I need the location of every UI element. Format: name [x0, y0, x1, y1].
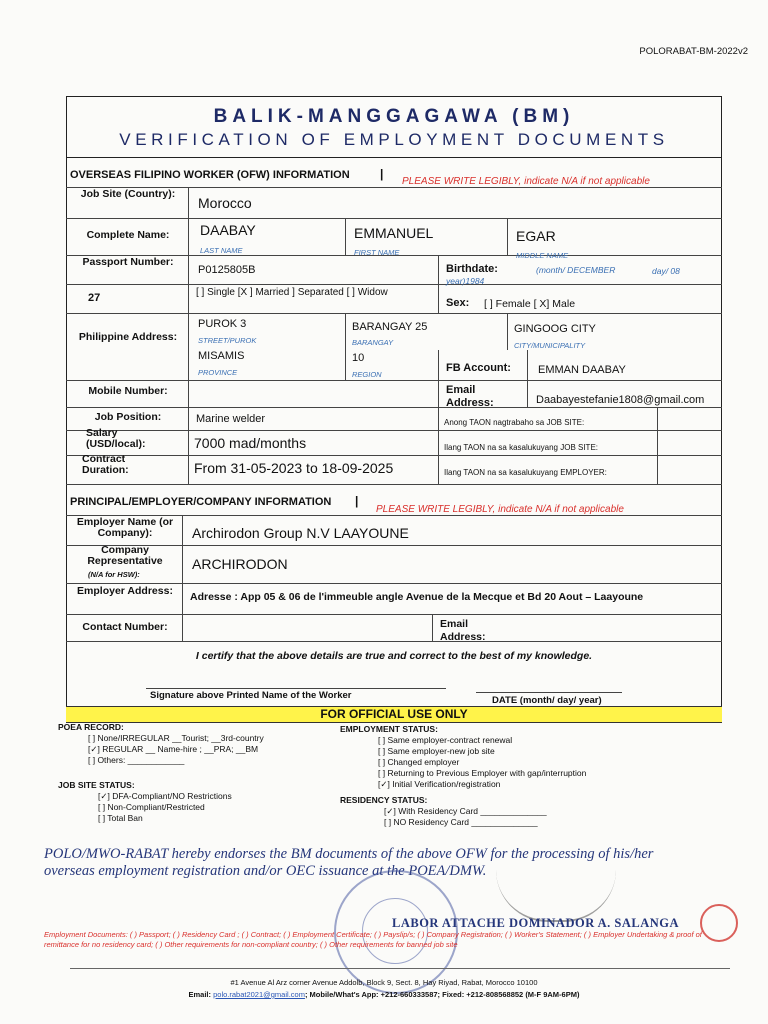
poea-record-title: POEA RECORD:	[58, 722, 124, 732]
region-caption: REGION	[352, 370, 382, 379]
ofw-section-heading: OVERSEAS FILIPINO WORKER (OFW) INFORMATION	[70, 169, 350, 181]
requirements-list: Employment Documents: ( ) Passport; ( ) Residency Card ; ( ) Contract; ( ) Employment Certificate; ( ) Payslip/s; ( ) Company Registration; ( ) Worker's Statement; ( ) Employer Undertaking & proof of remittance for no residency card; ( ) Other requirements for non-compliant country; ( ) Other requirements for banned job site	[44, 930, 702, 949]
job-site-value[interactable]: Morocco	[198, 195, 252, 211]
employment-status-line-4[interactable]: [ ] Returning to Previous Employer with gap/interruption	[378, 768, 587, 778]
employer-section-heading: PRINCIPAL/EMPLOYER/COMPANY INFORMATION	[70, 496, 332, 508]
province-value[interactable]: MISAMIS	[198, 350, 245, 362]
residency-status	[340, 795, 670, 828]
last-name-value[interactable]: DAABAY	[200, 222, 256, 238]
certify-text: I certify that the above details are true and correct to the best of my knowledge.	[195, 650, 593, 662]
passport-value[interactable]: P0125805B	[198, 264, 256, 276]
divider	[66, 157, 722, 158]
street-caption: STREET/PUROK	[198, 336, 257, 345]
region-value[interactable]: 10	[352, 352, 365, 364]
job-site-status-line-2[interactable]: [ ] Non-Compliant/Restricted	[98, 802, 205, 812]
street-value[interactable]: PUROK 3	[198, 318, 247, 330]
separator: |	[355, 494, 359, 508]
age-value[interactable]: 27	[88, 292, 101, 304]
job-site-status-line-3[interactable]: [ ] Total Ban	[98, 813, 143, 823]
employer-address-label: Employer Address:	[77, 585, 173, 597]
city-caption: CITY/MUNICIPALITY	[514, 341, 586, 350]
footer-email-link[interactable]: polo.rabat2021@gmail.com	[213, 990, 305, 999]
ofw-note: PLEASE WRITE LEGIBLY, indicate N/A if not applicable	[402, 176, 650, 187]
sex-label: Sex:	[446, 297, 470, 309]
poea-line-3[interactable]: [ ] Others: ____________	[88, 755, 185, 765]
fb-label: FB Account:	[446, 362, 511, 374]
birthdate-label: Birthdate:	[446, 263, 498, 275]
barangay-caption: BARANGAY	[352, 338, 394, 347]
rep-sublabel: (N/A for HSW):	[88, 570, 140, 579]
middle-name-caption: MIDDLE NAME	[516, 251, 569, 260]
form-subtitle: VERIFICATION OF EMPLOYMENT DOCUMENTS	[119, 130, 669, 149]
last-name-caption: LAST NAME	[200, 246, 243, 255]
footer-phone: ; Mobile/What's App: +212-660333587; Fixed: +212-808568852 (M-F 9AM-6PM)	[304, 990, 580, 999]
residency-line-1[interactable]: [✓] With Residency Card ______________	[384, 806, 547, 816]
barangay-value[interactable]: BARANGAY 25	[352, 321, 428, 333]
form-title: BALIK-MANGGAGAWA (BM)	[213, 106, 575, 127]
employment-status	[340, 724, 670, 790]
employment-status-line-2[interactable]: [ ] Same employer-new job site	[378, 746, 495, 756]
address-label: Philippine Address:	[78, 331, 178, 343]
form-code: POLORABAT-BM-2022v2	[639, 46, 748, 57]
employer-name-value[interactable]: Archirodon Group N.V LAAYOUNE	[192, 525, 409, 541]
residency-line-2[interactable]: [ ] NO Residency Card ______________	[384, 817, 538, 827]
city-value[interactable]: GINGOOG CITY	[514, 323, 596, 335]
salary-value[interactable]: 7000 mad/months	[194, 435, 307, 451]
employer-email-label: Email Address:	[440, 618, 486, 643]
birthdate-month[interactable]: (month/ DECEMBER	[536, 265, 616, 275]
rep-value[interactable]: ARCHIRODON	[192, 556, 288, 572]
employment-status-line-1[interactable]: [ ] Same employer-contract renewal	[378, 735, 513, 745]
birthdate-year[interactable]: year)1984	[446, 276, 485, 286]
residency-status-title: RESIDENCY STATUS:	[340, 795, 428, 805]
employment-status-line-3[interactable]: [ ] Changed employer	[378, 757, 460, 767]
footer-address: #1 Avenue Al Arz corner Avenue Addolb, Block 9, Sect. 8, Hay Riyad, Rabat, Morocco 10100	[230, 978, 538, 987]
separator: |	[380, 167, 384, 181]
footer-email-label: Email:	[188, 990, 212, 999]
contract-label: Contract Duration:	[82, 453, 129, 477]
sex-value[interactable]: [ ] Female [ X] Male	[484, 298, 576, 310]
job-site-status	[58, 780, 328, 824]
footer-contact	[0, 990, 768, 999]
labor-attache-name: LABOR ATTACHE DOMINADOR A. SALANGA	[392, 916, 680, 930]
passport-label: Passport Number:	[82, 256, 174, 268]
employment-status-title: EMPLOYMENT STATUS:	[340, 724, 438, 734]
birthdate-day[interactable]: day/ 08	[652, 266, 680, 276]
signature-label: Signature above Printed Name of the Worker	[150, 690, 352, 701]
job-position-value[interactable]: Marine welder	[196, 413, 266, 425]
red-stamp-icon	[700, 904, 738, 942]
poea-record	[58, 722, 328, 766]
complete-name-label: Complete Name:	[86, 229, 170, 241]
fb-value[interactable]: EMMAN DAABAY	[538, 364, 626, 376]
job-site-status-line-1[interactable]: [✓] DFA-Compliant/NO Restrictions	[98, 791, 232, 801]
employer-name-label: Employer Name (or Company):	[76, 516, 174, 540]
years-employer-label: Ilang TAON na sa kasalukuyang EMPLOYER:	[444, 468, 607, 477]
email-value[interactable]: Daabayestefanie1808@gmail.com	[536, 394, 705, 406]
salary-label: Salary (USD/local):	[86, 427, 146, 451]
official-use-banner: FOR OFFICIAL USE ONLY	[66, 706, 722, 723]
job-site-label: Job Site (Country):	[80, 188, 176, 200]
rep-label: Company Representative	[87, 544, 163, 568]
civil-status[interactable]: [ ] Single [X ] Married ] Separated [ ] Widow	[196, 287, 388, 298]
signature-mark-icon	[496, 870, 616, 922]
province-caption: PROVINCE	[198, 368, 238, 377]
date-label: DATE (month/ day/ year)	[492, 695, 602, 706]
poea-line-1[interactable]: [ ] None/IRREGULAR __Tourist; __3rd-country	[88, 733, 264, 743]
email-label: Email Address:	[446, 384, 494, 409]
mobile-label: Mobile Number:	[88, 385, 168, 397]
first-name-caption: FIRST NAME	[354, 248, 400, 257]
employment-status-line-5[interactable]: [✓] Initial Verification/registration	[378, 779, 501, 789]
years-current-label: Ilang TAON na sa kasalukuyang JOB SITE:	[444, 443, 598, 452]
job-site-status-title: JOB SITE STATUS:	[58, 780, 135, 790]
first-name-value[interactable]: EMMANUEL	[354, 225, 434, 241]
endorsement-text: POLO/MWO-RABAT hereby endorses the BM documents of the above OFW for the processing of his/her overseas employment registration and/or OEC issuance at the POEA/DMW.	[44, 846, 654, 879]
middle-name-value[interactable]: EGAR	[516, 228, 556, 244]
years-jobsite-label: Anong TAON nagtrabaho sa JOB SITE:	[444, 418, 585, 427]
poea-line-2[interactable]: [✓] REGULAR __ Name-hire ; __PRA; __BM	[88, 744, 259, 754]
contact-label: Contact Number:	[82, 621, 168, 633]
employer-note: PLEASE WRITE LEGIBLY, indicate N/A if not applicable	[376, 504, 624, 515]
contract-value[interactable]: From 31-05-2023 to 18-09-2025	[194, 460, 394, 476]
employer-address-value[interactable]: Adresse : App 05 & 06 de l'immeuble angle Avenue de la Mecque et Bd 20 Aout – Laayoune	[190, 591, 644, 603]
job-position-label: Job Position:	[94, 411, 162, 423]
